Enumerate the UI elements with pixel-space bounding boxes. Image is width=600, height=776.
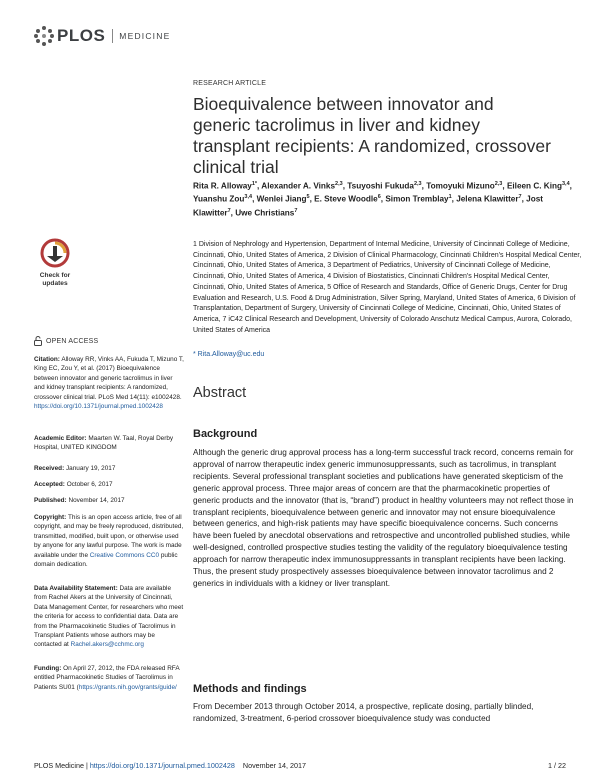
- author-affiliation-marker: 7: [227, 207, 231, 214]
- data-availability-label: Data Availability Statement:: [34, 585, 118, 592]
- author-name: Uwe Christians: [235, 208, 295, 218]
- copyright-label: Copyright:: [34, 514, 67, 521]
- background-paragraph: Although the generic drug approval process has a long-term successful track record, concerns remain for approval of narrow therapeutic index generic immunosuppressants, such as tacrolimus, in transplant recipients. Several professional transplant societies and publications have generated skepticism of the generic approval process. Three major areas of concern are that the pharmacokinetic properties of generic products and the innovator (that is, “brand”) product in healthy volunteers may not reflect those in transplant recipients, bioequivalence between generic and innovator may not ensure bioequivalence between generics, and high-risk patients may have specific bioequivalence concerns. Such concerns have been fueled by anecdotal observations and retrospective and uncontrolled published studies, while well-designed, controlled prospective studies testing the validity of the regulatory bioequivalence testing approach for narrow therapeutic index immunosuppressants in transplant recipients have been lacking. Thus, the present study prospectively assesses bioequivalence between innovator tacrolimus and 2 generics in individuals with a kidney or liver transplant.: [193, 448, 574, 588]
- author-name: Jelena Klawitter: [456, 195, 519, 205]
- check-for-updates-badge[interactable]: [33, 238, 77, 294]
- author-affiliation-marker: 5: [306, 194, 310, 201]
- footer-doi-link[interactable]: https://doi.org/10.1371/journal.pmed.1002428: [89, 761, 235, 770]
- article-type: RESEARCH ARTICLE: [193, 80, 267, 87]
- footer-journal: PLOS Medicine: [34, 761, 84, 770]
- author-affiliation-marker: 1*: [251, 181, 258, 187]
- methods-heading: Methods and findings: [193, 683, 307, 695]
- cc0-link[interactable]: Creative Commons CC0: [89, 551, 160, 559]
- funding-label: Funding:: [34, 665, 62, 672]
- author-affiliation-marker: 2,3: [413, 181, 422, 187]
- article-title: Bioequivalence between innovator and generic tacrolimus in liver and kidney transplant recipients: A randomized, crossover clinical trial: [193, 94, 551, 177]
- author-affiliation-marker: 3,4: [244, 194, 253, 201]
- funding-link[interactable]: https://grants.nih.gov/grants/guide/: [78, 683, 177, 691]
- author-list: Rita R. Alloway$^{1*}$, Alexander A. Vinks$^{2,3}$, Tsuyoshi Fukuda$^{2,3}$, Tomoyuki Mizuno$^{2,3}$, Eileen C. King$^{3,4}$, Yuanshu Zou$^{3,4}$, Wenlei Jiang$^5$, E. Steve Woodle$^6$, Simon Tremblay$^1$, Jelena Klawitter$^7$, Jost Klawitter$^7$, Uwe Christians$^7$: [193, 181, 572, 218]
- author-name: Yuanshu Zou: [193, 195, 245, 205]
- corresponding-email[interactable]: * Rita.Alloway@uc.edu: [193, 351, 265, 358]
- funding-text: On April 27, 2012, the FDA released RFA entitled Pharmacokinetic Studies of Tacrolimus in Patients SU01 (: [34, 665, 180, 691]
- author-name: Wenlei Jiang: [256, 195, 307, 205]
- footer-separator: |: [85, 761, 90, 770]
- author-name: Eileen C. King: [506, 181, 562, 191]
- accepted-label: Accepted:: [34, 481, 65, 488]
- copyright-tail: public domain dedication.: [34, 551, 178, 569]
- accepted-block: [34, 480, 184, 489]
- footer-left: [34, 761, 306, 770]
- footer-date: November 14, 2017: [242, 761, 307, 770]
- citation-doi-link[interactable]: https://doi.org/10.1371/journal.pmed.1002428: [34, 403, 163, 411]
- citation-block: [34, 355, 184, 411]
- author-affiliation-marker: 1: [448, 194, 452, 201]
- citation-text: Alloway RR, Vinks AA, Fukuda T, Mizuno T, King EC, Zou Y, et al. (2017) Bioequivalence between innovator and generic tacrolimus in liver and kidney transplant recipients: A randomized, crossover clinical trial. PLoS Med 14(11): e1002428.: [34, 356, 184, 401]
- affiliations: 1 Division of Nephrology and Hypertension, Department of Internal Medicine, University of Cincinnati College of Medicine, Cincinnati, Ohio, United States of America, 2 Division of Clinical Pharmacology, Cincinnati Children's Hospital Medical Center, Cincinnati, Ohio, United States of America, 3 Department of Pediatrics, University of Cincinnati College of Medicine, Cincinnati, Ohio, United States of America, 4 Division of Biostatistics, Cincinnati Children's Hospital Medical Center, Cincinnati, Ohio, United States of America, 5 Office of Research and Standards, Office of Generic Drugs, Center for Drug Evaluation and Research, U.S. Food & Drug Administration, Silver Spring, Maryland, United States of America, 6 Division of Transplantation, Department of Surgery, University of Cincinnati College of Medicine, Cincinnati, Ohio, United States of America, 7 iC42 Clinical Research and Development, University of Colorado Anschutz Medical Campus, Aurora, Colorado, United States of America: [193, 241, 582, 334]
- author-affiliation-marker: 7: [294, 207, 298, 214]
- copyright-text: This is an open access article, free of all copyright, and may be freely reproduced, distributed, transmitted, modified, built upon, or otherwise used by anyone for any lawful purpose. The work is made available under the: [34, 514, 184, 559]
- author-affiliation-marker: 2,3: [494, 181, 503, 187]
- author-name: Alexander A. Vinks: [261, 181, 336, 191]
- accepted-date: October 6, 2017: [66, 481, 113, 488]
- published-label: Published:: [34, 497, 67, 504]
- abstract-heading: Abstract: [193, 385, 247, 401]
- journal-name: MEDICINE: [119, 31, 171, 41]
- check-label-line1: Check for: [39, 272, 71, 279]
- received-date: January 19, 2017: [65, 465, 116, 472]
- author-affiliation-marker: 6: [377, 194, 381, 201]
- methods-paragraph: From December 2013 through October 2014, a prospective, replicate dosing, partially blinded, randomized, 3-treatment, 6-period crossover bioequivalence study was conducted: [193, 702, 534, 723]
- citation-label: Citation:: [34, 356, 60, 363]
- editor-block: [34, 434, 184, 453]
- published-block: [34, 496, 184, 505]
- copyright-block: [34, 513, 184, 569]
- check-label-line2: updates: [42, 280, 68, 287]
- editor-text: Maarten W. Taal, Royal Derby Hospital, UNITED KINGDOM: [34, 435, 174, 452]
- publisher-name: PLOS: [57, 26, 106, 45]
- data-contact-email[interactable]: Rachel.akers@cchmc.org: [70, 641, 144, 649]
- author-name: Jost Klawitter: [193, 195, 544, 218]
- data-availability-text: Data are available from Rachel Akers at the University of Cincinnati, Data Management Center, for researchers who meet the criteria for access to confidential data. Data are from the Pharmacokinetic Studies of Tacrolimus in Transplant Patients whose authors may be contacted at: [34, 585, 184, 649]
- received-block: [34, 464, 184, 473]
- author-name: Tomoyuki Mizuno: [426, 181, 495, 191]
- author-name: Simon Tremblay: [385, 195, 449, 205]
- plos-logo-icon: [34, 26, 54, 46]
- data-availability-block: [34, 584, 184, 650]
- logo-divider: [112, 29, 113, 43]
- funding-block: [34, 664, 184, 692]
- page-footer: [34, 761, 566, 770]
- author-name: Tsuyoshi Fukuda: [347, 181, 414, 191]
- author-name: Rita R. Alloway: [193, 181, 252, 191]
- background-heading: Background: [193, 428, 258, 440]
- plos-logo[interactable]: [34, 26, 170, 46]
- editor-label: Academic Editor:: [34, 435, 87, 442]
- page-number: 1 / 22: [548, 761, 566, 770]
- author-affiliation-marker: 3,4: [561, 181, 570, 187]
- received-label: Received:: [34, 465, 65, 472]
- open-lock-icon: [34, 336, 42, 346]
- author-name: E. Steve Woodle: [314, 195, 378, 205]
- author-affiliation-marker: 2,3: [335, 181, 343, 187]
- open-access-label: [34, 336, 98, 346]
- open-access-text: OPEN ACCESS: [46, 337, 99, 345]
- author-affiliation-marker: 7: [518, 194, 522, 201]
- published-date: November 14, 2017: [68, 497, 125, 504]
